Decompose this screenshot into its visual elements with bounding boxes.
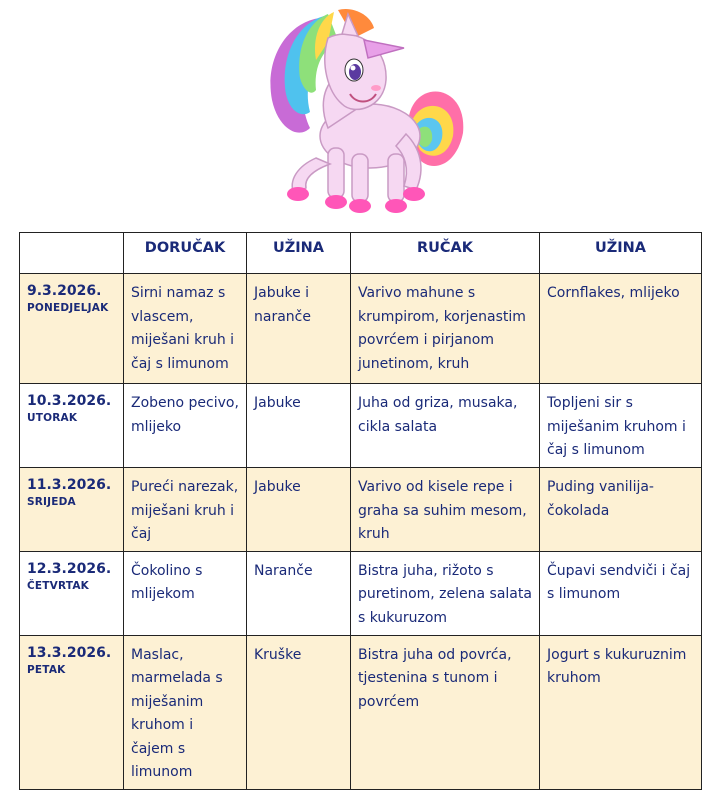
rucak-cell: Varivo mahune s krumpirom, korjenastim povrćem i pirjanom junetinom, kruh — [351, 274, 540, 384]
table-row — [20, 384, 702, 468]
day-cell — [20, 384, 124, 468]
header-rucak: RUČAK — [351, 233, 540, 274]
rucak-cell: Varivo od kisele repe i graha sa suhim mesom, kruh — [351, 468, 540, 552]
date-label: 9.3.2026. — [27, 283, 102, 299]
table-row — [20, 551, 702, 635]
header-uzina-morning: UŽINA — [247, 233, 351, 274]
date-label: 10.3.2026. — [27, 393, 112, 409]
header-empty — [20, 233, 124, 274]
uzina-morning-cell: Jabuke i naranče — [247, 274, 351, 384]
header-row — [20, 233, 702, 274]
uzina-morning-cell: Kruške — [247, 635, 351, 789]
header-dorucak: DORUČAK — [124, 233, 247, 274]
uzina-morning-cell: Naranče — [247, 551, 351, 635]
dorucak-cell: Čokolino s mlijekom — [124, 551, 247, 635]
date-label: 13.3.2026. — [27, 644, 112, 661]
day-cell — [20, 635, 124, 789]
dorucak-cell: Sirni namaz s vlascem, miješani kruh i čaj s limunom — [124, 274, 247, 384]
uzina-afternoon-cell: Topljeni sir s miješanim kruhom i čaj s limunom — [540, 384, 702, 468]
rucak-cell: Bistra juha od povrća, tjestenina s tunom i povrćem — [351, 635, 540, 789]
weekly-menu-table — [19, 232, 702, 790]
uzina-afternoon-cell: Jogurt s kukuruznim kruhom — [540, 635, 702, 789]
uzina-morning-cell: Jabuke — [247, 384, 351, 468]
day-label: PETAK — [27, 663, 66, 676]
rucak-cell: Juha od griza, musaka, cikla salata — [351, 384, 540, 468]
dorucak-cell: Zobeno pecivo, mlijeko — [124, 384, 247, 468]
date-label: 12.3.2026. — [27, 560, 112, 577]
dorucak-cell: Pureći narezak, miješani kruh i čaj — [124, 468, 247, 552]
table-row — [20, 635, 702, 789]
header-uzina-afternoon: UŽINA — [540, 233, 702, 274]
rucak-cell: Bistra juha, rižoto s puretinom, zelena salata s kukuruzom — [351, 551, 540, 635]
dorucak-cell: Maslac, marmelada s miješanim kruhom i čajem s limunom — [124, 635, 247, 789]
day-cell — [20, 274, 124, 384]
day-cell — [20, 468, 124, 552]
uzina-morning-cell: Jabuke — [247, 468, 351, 552]
table-row — [20, 468, 702, 552]
uzina-afternoon-cell: Puding vanilija-čokolada — [540, 468, 702, 552]
day-cell — [20, 551, 124, 635]
date-label: 11.3.2026. — [27, 477, 112, 493]
day-label: UTORAK — [27, 412, 78, 424]
uzina-afternoon-cell: Cornflakes, mlijeko — [540, 274, 702, 384]
uzina-afternoon-cell: Čupavi sendviči i čaj s limunom — [540, 551, 702, 635]
day-label: PONEDJELJAK — [27, 302, 109, 314]
table-row — [20, 274, 702, 384]
unicorn-illustration — [258, 8, 468, 220]
day-label: ČETVRTAK — [27, 579, 89, 592]
day-label: SRIJEDA — [27, 496, 76, 508]
